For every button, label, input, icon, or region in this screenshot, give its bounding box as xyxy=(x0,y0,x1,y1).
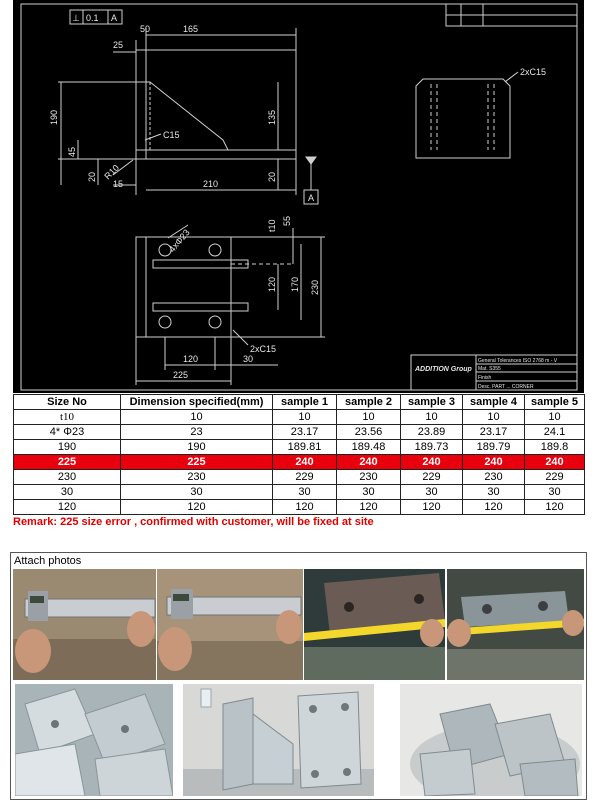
dim-c15: C15 xyxy=(163,130,180,140)
table-cell: 10 xyxy=(463,410,525,425)
table-cell: t10 xyxy=(14,410,121,425)
table-cell: 23.17 xyxy=(273,425,337,440)
table-cell: 225 xyxy=(14,455,121,470)
dim-190: 190 xyxy=(49,109,59,125)
table-cell: 120 xyxy=(337,500,401,515)
plan-view-plate xyxy=(136,237,231,337)
front-view-outline xyxy=(416,79,510,158)
table-cell: 10 xyxy=(525,410,585,425)
table-cell: 189.81 xyxy=(273,440,337,455)
dim-170: 170 xyxy=(290,276,300,292)
table-cell: 230 xyxy=(337,470,401,485)
flatness-datum: A xyxy=(111,13,118,23)
holes-label: 4xΦ23 xyxy=(166,227,192,255)
header-sample-1: sample 1 xyxy=(273,395,337,410)
table-cell: 229 xyxy=(401,470,463,485)
attach-photos-panel xyxy=(10,552,587,800)
table-cell: 189.79 xyxy=(463,440,525,455)
table-cell: 30 xyxy=(337,485,401,500)
title-block-row: Desc. PART ... CORNER xyxy=(478,384,534,390)
technical-drawing xyxy=(13,0,584,393)
photo-tape-measure-2 xyxy=(447,569,584,680)
table-cell: 230 xyxy=(463,470,525,485)
header-sample-2: sample 2 xyxy=(337,395,401,410)
dim-120-horizontal: 120 xyxy=(183,354,199,364)
dim-15: 15 xyxy=(113,179,124,189)
table-cell: 120 xyxy=(525,500,585,515)
side-view-gusset xyxy=(146,82,228,150)
table-row xyxy=(14,410,585,425)
photo-tape-measure-1 xyxy=(304,569,445,680)
photo-single-bracket xyxy=(183,684,374,796)
inspection-table xyxy=(13,394,585,515)
flatness-value: 0.1 xyxy=(86,13,99,23)
table-row xyxy=(14,485,585,500)
table-cell: 10 xyxy=(273,410,337,425)
table-cell: 23 xyxy=(121,425,273,440)
table-header-row xyxy=(14,395,585,410)
chamfer-bottom-label: 2xC15 xyxy=(250,344,277,354)
table-cell: 120 xyxy=(401,500,463,515)
front-view-top xyxy=(416,72,518,158)
table-cell: 23.17 xyxy=(463,425,525,440)
dim-t10: t10 xyxy=(267,219,277,232)
table-cell: 120 xyxy=(121,500,273,515)
table-cell: 120 xyxy=(273,500,337,515)
dim-165: 165 xyxy=(183,24,199,34)
table-row xyxy=(14,440,585,455)
table-cell: 240 xyxy=(401,455,463,470)
table-row xyxy=(14,425,585,440)
table-row xyxy=(14,470,585,485)
table-cell: 30 xyxy=(463,485,525,500)
photo-galvanized-brackets-pile xyxy=(15,684,173,796)
table-cell: 30 xyxy=(14,485,121,500)
side-view-base-plate xyxy=(136,150,296,159)
dim-50: 50 xyxy=(140,24,151,34)
table-cell: 240 xyxy=(463,455,525,470)
table-cell: 240 xyxy=(273,455,337,470)
table-cell: 23.56 xyxy=(337,425,401,440)
table-cell: 189.73 xyxy=(401,440,463,455)
table-cell: 10 xyxy=(121,410,273,425)
dim-120-vertical: 120 xyxy=(267,276,277,292)
table-cell: 240 xyxy=(337,455,401,470)
table-cell: 120 xyxy=(14,500,121,515)
dim-25: 25 xyxy=(113,40,124,50)
table-cell: 229 xyxy=(273,470,337,485)
drawing-canvas xyxy=(13,0,584,393)
header-sample-5: sample 5 xyxy=(525,395,585,410)
table-cell: 4* Φ23 xyxy=(14,425,121,440)
dim-210: 210 xyxy=(203,179,219,189)
table-cell: 30 xyxy=(121,485,273,500)
header-sample-3: sample 3 xyxy=(401,395,463,410)
side-view-vertical-plate xyxy=(136,82,146,159)
attach-photos-label: Attach photos xyxy=(14,555,82,567)
table-cell: 240 xyxy=(525,455,585,470)
dim-230: 230 xyxy=(310,279,320,295)
table-cell: 23.89 xyxy=(401,425,463,440)
drawing-border xyxy=(21,4,577,390)
table-cell: 225 xyxy=(121,455,273,470)
table-cell: 24.1 xyxy=(525,425,585,440)
header-size-no: Size No xyxy=(14,395,121,410)
photo-packed-brackets xyxy=(400,684,582,796)
dim-135: 135 xyxy=(267,109,277,125)
header-dimension-specified: Dimension specified(mm) xyxy=(121,395,273,410)
datum-label: A xyxy=(308,193,315,203)
photo-caliper-measurement-2 xyxy=(157,569,303,680)
table-cell: 229 xyxy=(525,470,585,485)
remark-text: Remark: 225 size error , confirmed with customer, will be fixed at site xyxy=(13,516,374,528)
dim-55: 55 xyxy=(282,215,292,226)
table-cell: 30 xyxy=(273,485,337,500)
table-cell: 10 xyxy=(337,410,401,425)
dim-45: 45 xyxy=(67,146,77,157)
bolt-hole xyxy=(209,244,221,256)
photo-caliper-measurement-1 xyxy=(13,569,156,680)
bolt-hole xyxy=(159,316,171,328)
dim-20-left: 20 xyxy=(87,171,97,182)
chamfer-top-label: 2xC15 xyxy=(520,67,547,77)
bolt-hole xyxy=(209,316,221,328)
header-sample-4: sample 4 xyxy=(463,395,525,410)
dim-30: 30 xyxy=(243,354,254,364)
flatness-symbol: ⊥ xyxy=(72,13,80,23)
dim-225: 225 xyxy=(173,370,189,380)
company-logo: ADDITION Group xyxy=(415,366,472,373)
table-row xyxy=(14,500,585,515)
title-block-row: General Tolerances ISO 2768 m - V xyxy=(478,358,558,364)
table-cell: 189.48 xyxy=(337,440,401,455)
title-block-row: Finish xyxy=(478,375,492,381)
title-block-row: Mat. S355 xyxy=(478,366,501,372)
table-cell: 230 xyxy=(121,470,273,485)
table-row-highlighted xyxy=(14,455,585,470)
table-cell: 120 xyxy=(463,500,525,515)
table-cell: 189.8 xyxy=(525,440,585,455)
table-cell: 190 xyxy=(121,440,273,455)
dim-r10: R10 xyxy=(102,162,122,182)
table-cell: 10 xyxy=(401,410,463,425)
dim-20-right: 20 xyxy=(267,171,277,182)
table-cell: 30 xyxy=(401,485,463,500)
table-cell: 190 xyxy=(14,440,121,455)
table-cell: 30 xyxy=(525,485,585,500)
table-cell: 230 xyxy=(14,470,121,485)
